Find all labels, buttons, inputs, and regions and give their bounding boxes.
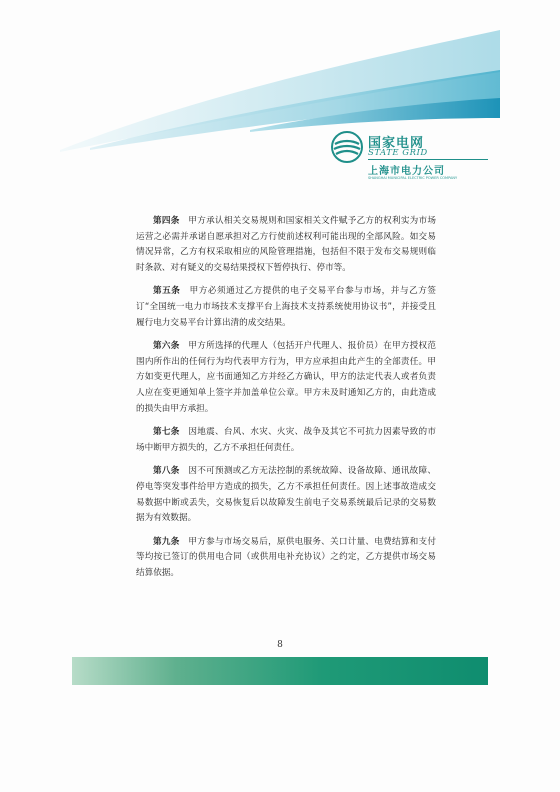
logo-name-en: STATE GRID bbox=[368, 148, 428, 158]
article-title: 第五条 bbox=[153, 286, 181, 297]
logo-name-cn: 国家电网 bbox=[368, 136, 425, 151]
article-title: 第四条 bbox=[153, 216, 180, 226]
article-text: 因地震、台风、水灾、火灾、战争及其它不可抗力因素导致的市场中断甲方损失的，乙方不承担任何责任。 bbox=[136, 427, 436, 453]
logo-company-en: SHANGHAI MUNICIPAL ELECTRIC POWER COMPANY bbox=[368, 176, 458, 180]
article-4 bbox=[136, 214, 436, 276]
article-9 bbox=[136, 535, 436, 582]
state-grid-emblem-icon bbox=[330, 130, 364, 164]
page-number: 8 bbox=[277, 640, 283, 650]
article-7 bbox=[136, 425, 436, 456]
article-text: 甲方参与市场交易后，原供电服务、关口计量、电费结算和支付等均按已签订的供用电合同（或供用电补充协议）之约定，乙方提供市场交易结算依据。 bbox=[136, 536, 436, 578]
article-title: 第九条 bbox=[153, 536, 180, 547]
article-text: 甲方承认相关交易规则和国家相关文件赋予乙方的权利实为市场运营之必需并承诺自愿承担对乙方行使前述权利可能出现的全部风险。如交易情况异常，乙方有权采取相应的风险管理措施，包括但不限于发布交易规则临时条款、对有疑义的交易结果授权下暂停执行、停市等。 bbox=[136, 216, 436, 273]
footer-color-band bbox=[72, 657, 488, 685]
article-5 bbox=[136, 284, 436, 331]
article-list bbox=[136, 214, 436, 589]
article-8 bbox=[136, 464, 436, 526]
article-text: 甲方必须通过乙方提供的电子交易平台参与市场，并与乙方签订“全国统一电力市场技术支撑平台上海技术支持系统使用协议书”，并接受且履行电力交易平台计算出清的成交结果。 bbox=[136, 286, 436, 328]
article-text: 因不可预测或乙方无法控制的系统故障、设备故障、通讯故障、停电等突发事件给甲方造成的损失，乙方不承担任何责任。因上述事故造成交易数据中断或丢失，交易恢复后以故障发生前电子交易系统最后记录的交易数据为有效数据。 bbox=[136, 466, 436, 524]
logo-company-cn: 上海市电力公司 bbox=[368, 166, 445, 177]
article-title: 第七条 bbox=[153, 427, 180, 438]
article-6 bbox=[136, 339, 436, 417]
article-text: 甲方所选择的代理人（包括开户代理人、报价员）在甲方授权范围内所作出的任何行为均代表甲方行为，甲方应承担由此产生的全部责任。甲方如变更代理人，应书面通知乙方并经乙方确认，甲方的法定代表人或者负责人应在变更通知单上签字并加盖单位公章。甲方未及时通知乙方的，由此造成的损失由甲方承担。 bbox=[136, 341, 436, 414]
state-grid-logo bbox=[330, 128, 510, 178]
article-title: 第八条 bbox=[153, 466, 180, 477]
logo-divider bbox=[368, 159, 488, 160]
article-title: 第六条 bbox=[153, 341, 180, 352]
